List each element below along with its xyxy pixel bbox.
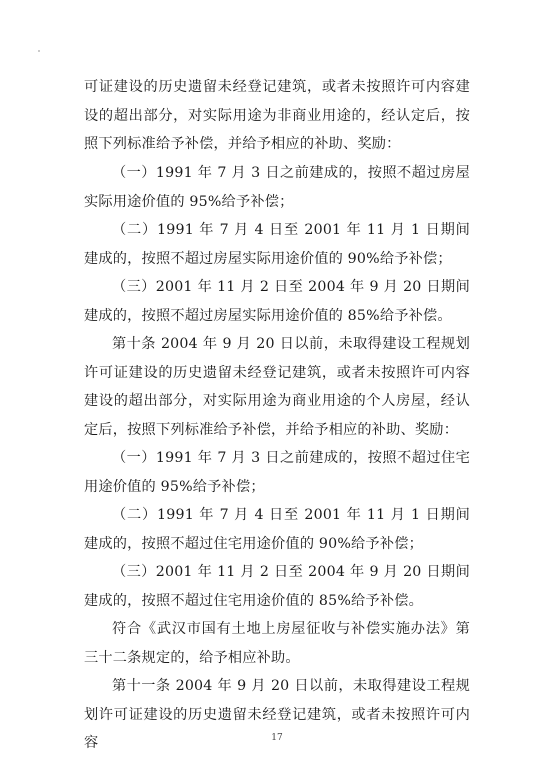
article-10-item-1: （一）1991 年 7 月 3 日之前建成的，按照不超过住宅用途价值的 95%给予补偿； (84, 450, 470, 495)
paragraph-continuation: 可证建设的历史遗留未经登记建筑，或者未按照许可内容建设的超出部分，对实际用途为非商业用途的，经认定后，按照下列标准给予补偿，并给予相应的补助、奖励： (84, 79, 470, 152)
paragraph-item-3: （三）2001 年 11 月 2 日至 2004 年 9 月 20 日期间建成的，按照不超过房屋实际用途价值的 85%给予补偿。 (84, 279, 470, 324)
article-10-item-2: （二）1991 年 7 月 4 日至 2001 年 11 月 1 日期间建成的，按照不超过住宅用途价值的 90%给予补偿； (84, 507, 470, 552)
article-10-paragraph: 第十条 2004 年 9 月 20 日以前，未取得建设工程规划许可证建设的历史遗留未经登记建筑，或者未按照许可内容建设的超出部分，对实际用途为商业用途的个人房屋，经认定后，按照下列标准给予补偿，并给予相应的补助、奖励： (84, 336, 470, 438)
scan-speck (38, 50, 40, 52)
page-number: 17 (271, 733, 283, 743)
paragraph-item-2: （二）1991 年 7 月 4 日至 2001 年 11 月 1 日期间建成的，按照不超过房屋实际用途价值的 90%给予补偿； (84, 222, 470, 267)
paragraph-item-1: （一）1991 年 7 月 3 日之前建成的，按照不超过房屋实际用途价值的 95%给予补偿； (84, 165, 470, 210)
article-10-item-3: （三）2001 年 11 月 2 日至 2004 年 9 月 20 日期间建成的，按照不超过住宅用途价值的 85%给予补偿。 (84, 564, 470, 609)
article-11-paragraph: 第十一条 2004 年 9 月 20 日以前，未取得建设工程规划许可证建设的历史遗留未经登记建筑，或者未按照许可内容 (84, 678, 470, 751)
subsidy-clause-paragraph: 符合《武汉市国有土地上房屋征收与补偿实施办法》第三十二条规定的，给予相应补助。 (84, 621, 470, 666)
